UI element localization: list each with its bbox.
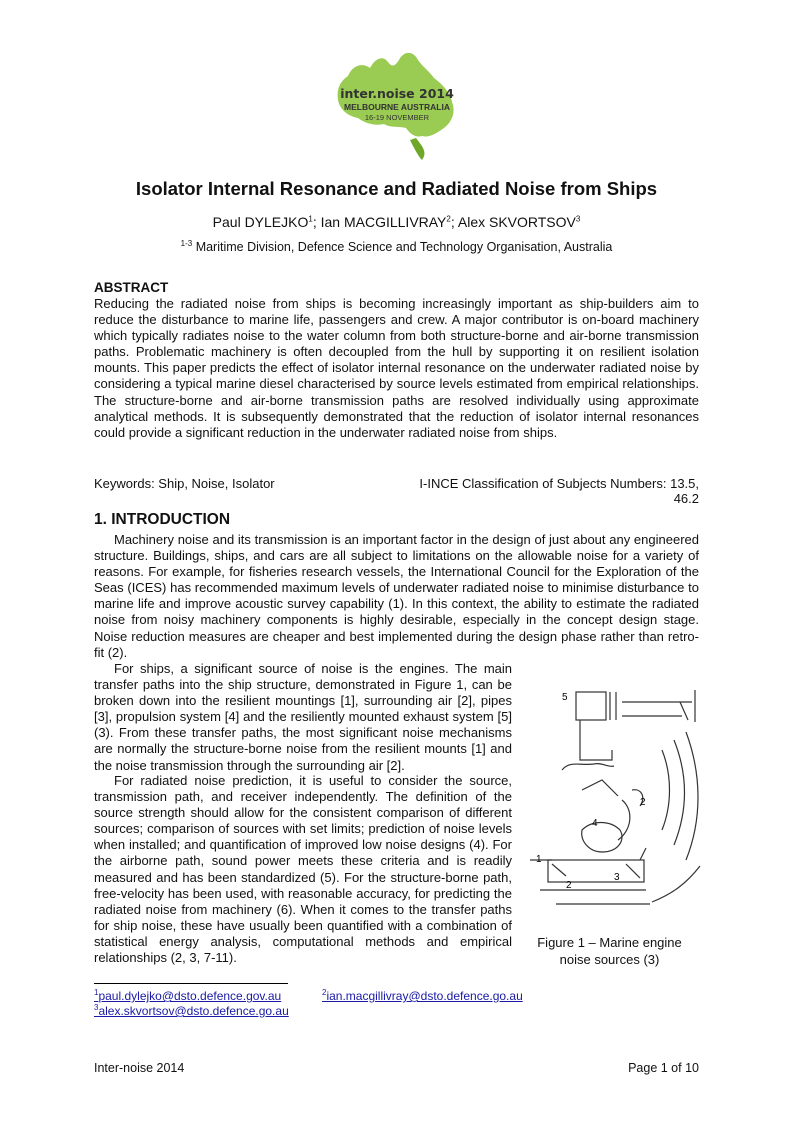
- abstract-heading: ABSTRACT: [94, 280, 169, 295]
- figure-label: 2: [640, 797, 646, 808]
- author-sup: 1: [308, 214, 313, 224]
- footnote-email-link[interactable]: $^1$paul.dylejko@dsto.defence.gov.au: [94, 988, 282, 1003]
- footnote-divider: [94, 983, 288, 984]
- author-sup: 2: [446, 214, 451, 224]
- footer-conference: Inter-noise 2014: [94, 1061, 185, 1075]
- figure-label: 3: [614, 872, 620, 883]
- figure-engine-diagram: [522, 680, 702, 925]
- logo-line2: MELBOURNE AUSTRALIA: [344, 102, 450, 112]
- paper-title: Isolator Internal Resonance and Radiated Noise from Ships: [135, 178, 658, 199]
- paragraph: For ships, a significant source of noise is the engines. The main transfer paths into the ship structure, demonstrated in Figure 1, can be broken down into the resilient mountings [1], surrounding air [2], pipes [3], propulsion system [4] and the resiliently mounted exhaust system [5] (3). From these transfer paths, the most significant noise mechanisms are normally the structure-borne noise from the resilient mounts [1] and the noise transmission through the surrounding air [2].: [94, 661, 512, 773]
- figure-label: 4: [592, 818, 598, 829]
- classification: I-INCE Classification of Subjects Numbers: 13.5, 46.2: [419, 476, 699, 506]
- author-name: Paul DYLEJKO: [212, 214, 309, 230]
- author-name: Ian MACGILLIVRAY: [320, 214, 447, 230]
- footnote-email-link[interactable]: $^3$alex.skvortsov@dsto.defence.go.au: [94, 1003, 289, 1018]
- footnote-email-link[interactable]: $^2$ian.macgillivray@dsto.defence.go.au: [322, 988, 523, 1003]
- logo-line3: 16-19 NOVEMBER: [364, 113, 430, 122]
- paragraph: For radiated noise prediction, it is useful to consider the source, transmission path, and receiver independently. The definition of the source strength should allow for the consistent comparison of different sources; comparison of sources with set limits; prediction of noise levels when installed; and quantification of improved low noise designs (4). For the airborne path, sound power meets these criteria and is readily measured and has been standardized (5). For the structure-borne path, free-velocity has been used, with reasonable accuracy, for predicting the radiated noise from machinery (6). When it comes to the transfer paths for ship noise, these have usually been quantified with a combination of statistical energy analysis, computational methods and empirical relationships (2, 3, 7-11).: [94, 773, 512, 966]
- keywords: Keywords: Ship, Noise, Isolator: [94, 476, 275, 491]
- author-name: Alex SKVORTSOV: [457, 214, 576, 230]
- section-heading: 1. INTRODUCTION: [94, 511, 231, 528]
- figure-label: 2: [566, 880, 572, 891]
- author-list: Paul DYLEJKO$^1$; Ian MACGILLIVRAY$^2$; Alex SKVORTSOV$^3$: [212, 214, 581, 230]
- abstract-text: Reducing the radiated noise from ships is becoming increasingly important as ship-builders aim to reduce the disturbance to marine life, passengers and crew. A major contributor is on-board machinery which typically radiates noise to the water column from both structure-borne and air-borne transmission paths. Problematic machinery is often decoupled from the hull by supporting it on resilient isolation mounts. This paper predicts the effect of isolator internal resonance on the underwater radiated noise by considering a typical marine diesel characterised by source levels estimated from empirical relationships. The structure-borne and air-borne transmission paths are resolved individually using approximate analytical methods. It is subsequently demonstrated that the reduction of isolator internal resonances could provide a significant reduction in the underwater radiated noise from ships.: [94, 296, 699, 440]
- figure-caption: Figure 1 – Marine engine noise sources (3): [537, 935, 682, 967]
- affiliation: $^{1-3}$ Maritime Division, Defence Science and Technology Organisation, Australia: [180, 238, 613, 254]
- figure-label: 1: [536, 854, 542, 865]
- page-number: Page 1 of 10: [628, 1061, 699, 1075]
- logo-line1: inter.noise 2014: [340, 86, 454, 101]
- author-sup: 3: [575, 214, 581, 224]
- paragraph: Machinery noise and its transmission is an important factor in the design of just about any engineered structure. Buildings, ships, and cars are all subject to limitations on the allowable noise for a variety of reasons. For example, for fisheries research vessels, the International Council for the Exploration of the Seas (ICES) has recommended maximum levels of underwater radiated noise to minimise disturbance to marine life and improve acoustic survey capability (1). In this context, the ability to estimate the radiated noise from noisy machinery components is highly desirable, especially in the concept design stage. Noise reduction measures are cheaper and best implemented during the design phase rather than retro-fit (2).: [94, 532, 699, 660]
- figure-label: 5: [562, 692, 568, 703]
- conference-logo: [318, 42, 476, 164]
- affiliation-sup: 1-3: [180, 238, 193, 248]
